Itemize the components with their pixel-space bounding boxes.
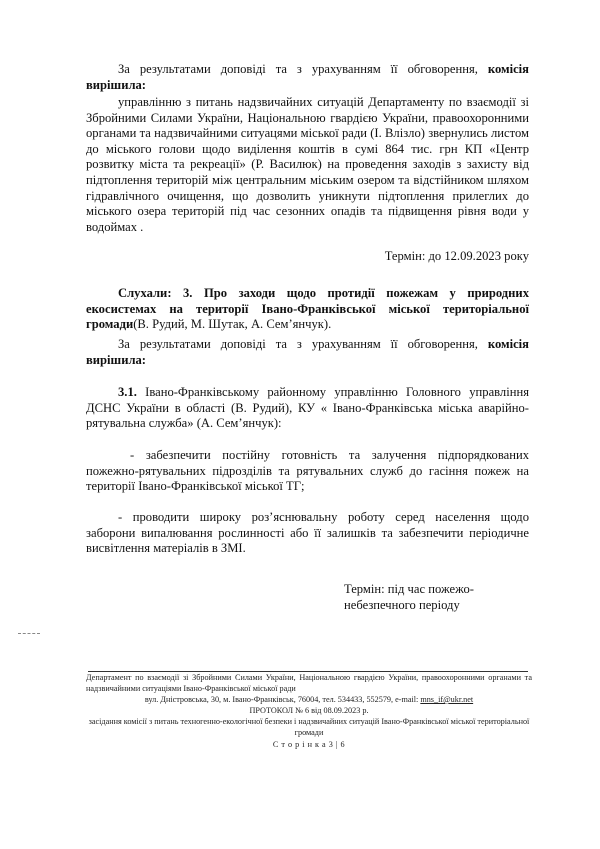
footer-email: mns_if@ukr.net	[420, 695, 474, 704]
deadline-1: Термін: до 12.09.2023 року	[384, 249, 529, 263]
deadline-2-line2: небезпечного періоду	[344, 597, 460, 612]
decision-item-readiness: - забезпечити постійну готовність та залучення підпорядкованих пожежно-рятувальних підрозділів та рятувальних служб до гасіння пожеж на території Івано-Франківської міської ТГ;	[86, 448, 529, 494]
decision-3-1-number: 3.1.	[118, 385, 137, 399]
decision-intro-bold: комісія вирішила:	[86, 337, 529, 367]
footer-protocol: ПРОТОКОЛ № 6 від 08.09.2023 р.	[249, 706, 369, 715]
heard-item-3	[86, 286, 529, 333]
decision-text-emergency-dept: управлінню з питань надзвичайних ситуацій Департаменту по взаємодії зі Збройними Силами України, Національною гвардією України, правоохоронними органами та надзвичайними ситуацями міської ради (І. Влізло) звернулись листом до міського голови щодо виділення коштів в сумі 864 тис. грн КП «Центр розвитку міста та рекреації» (Р. Василюк) на проведення заходів з захисту від підтоплення територій між центральним міським озером та відстійником шляхом гідравлічного очищення, що дозволить уникнути підтоплення прилеглих до міського озера територій під час сезонних опадів та підвищення рівня води у водоймах .	[86, 95, 529, 234]
decision-intro-2	[86, 337, 529, 368]
decision-intro-1	[86, 62, 529, 93]
decision-item-outreach: - проводити широку роз’яснювальну роботу серед населення щодо заборони випалювання рослинності або її залишків та забезпечити періодичне висвітлення матеріалів в ЗМІ.	[86, 510, 529, 556]
deadline-2-line1: Термін: під час пожежо-	[344, 582, 474, 596]
footer-divider	[88, 671, 528, 672]
decision-3-1	[86, 385, 529, 432]
decision-intro-text: За результатами доповіді та з урахуванням її обговорення,	[118, 337, 488, 351]
decision-3-1-text: Івано-Франківському районному управлінню Головного управління ДСНС України в області (В. Рудий), КУ « Івано-Франківська міська аварійно-рятувальна служба» (А. Сем’янчук):	[86, 385, 529, 431]
deadline-2	[344, 582, 524, 613]
footer-meeting: засідання комісії з питань техногенно-екологічної безпеки і надзвичайних ситуацій Івано-Франківської міської територіальної громади	[88, 717, 530, 737]
decision-intro-text: За результатами доповіді та з урахуванням її обговорення,	[118, 62, 488, 76]
heard-item-3-title: Слухали: 3. Про заходи щодо протидії пожежам у природних екосистемах на території Івано-Франківської міської територіальної громади	[86, 286, 529, 332]
heard-item-3-speakers: (В. Рудий, М. Шутак, А. Сем’янчук).	[133, 317, 332, 332]
footer-address-text: вул. Дністровська, 30, м. Івано-Франківськ, 76004, тел. 534433, 552579, e-mail:	[144, 695, 421, 704]
scan-artifact	[18, 633, 40, 636]
footer-address	[86, 695, 532, 706]
footer-page-number: С т о р і н к а 3 | 6	[272, 740, 346, 749]
decision-intro-bold: комісія вирішила:	[86, 62, 529, 92]
footer-department: Департамент по взаємодії зі Збройними Силами України, Національною гвардією України, правоохоронними органами та надзвичайними ситуаціями Івано-Франківської міської ради	[86, 673, 532, 693]
